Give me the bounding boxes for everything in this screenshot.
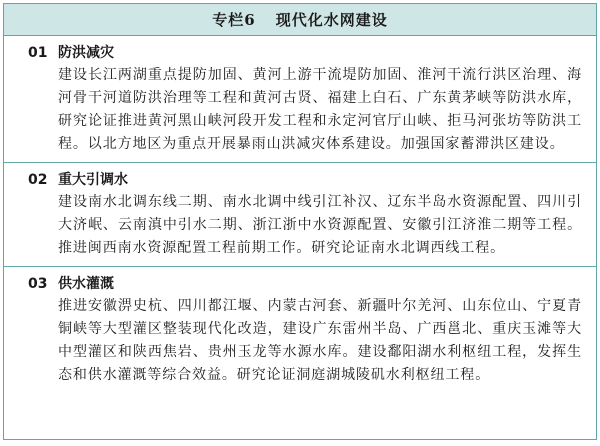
section-flood-control [4, 36, 596, 162]
column-box [3, 3, 597, 440]
section-header [28, 169, 582, 191]
section-heading: 供水灌溉 [58, 276, 114, 292]
section-water-supply-irrigation [4, 266, 596, 393]
section-header [28, 273, 582, 295]
section-number: 02 [28, 172, 48, 188]
section-heading: 重大引调水 [58, 172, 128, 188]
section-number: 01 [28, 45, 48, 61]
section-water-diversion [4, 162, 596, 266]
box-label: 专栏6 [212, 11, 256, 29]
section-body: 建设长江两湖重点提防加固、黄河上游干流堤防加固、淮河干流行洪区治理、海河骨干河道防洪治理等工程和黄河古贤、福建上白石、广东黄茅峡等防洪水库，研究论证推进黄河黑山峡河段开发工程和永定河官厅山峡、拒马河张坊等防洪工程。以北方地区为重点开展暴雨山洪减灾体系建设。加强国家蓄滞洪区建设。 [58, 67, 582, 152]
section-header [28, 42, 582, 64]
section-number: 03 [28, 276, 48, 292]
box-title-bar [4, 4, 596, 36]
box-title: 现代化水网建设 [275, 11, 388, 29]
section-body: 建设南水北调东线二期、南水北调中线引江补汉、辽东半岛水资源配置、四川引大济岷、云南滇中引水二期、浙江浙中水资源配置、安徽引江济淮二期等工程。推进闽西南水资源配置工程前期工作。研究论证南水北调西线工程。 [58, 194, 582, 256]
section-body: 推进安徽淠史杭、四川都江堰、内蒙古河套、新疆叶尔羌河、山东位山、宁夏青铜峡等大型灌区整装现代化改造，建设广东雷州半岛、广西邕北、重庆玉滩等大中型灌区和陕西焦岩、贵州玉龙等水源水库。建设鄱阳湖水利枢纽工程，发挥生态和供水灌溉等综合效益。研究论证洞庭湖城陵矶水利枢纽工程。 [58, 298, 582, 383]
section-heading: 防洪减灾 [58, 45, 114, 61]
